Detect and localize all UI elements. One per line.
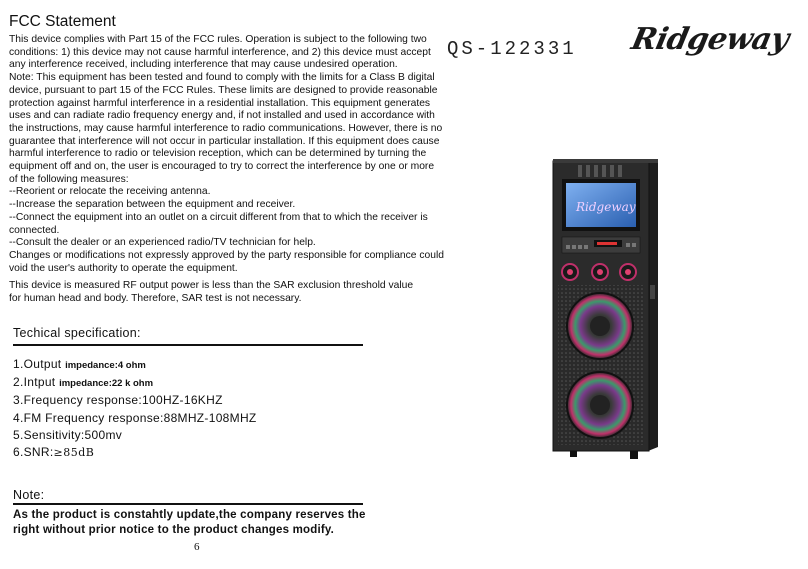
page-number: 6 — [194, 541, 200, 553]
fcc-line: Changes or modifications not expressly approved by the party responsible for compliance could — [9, 249, 444, 261]
fcc-line: Note: This equipment has been tested and found to comply with the limits for a Class B digital — [9, 72, 435, 84]
fcc-line: --Connect the equipment into an outlet on a circuit different from that to which the receiver is — [9, 211, 428, 223]
fcc-line: --Consult the dealer or an experienced radio/TV technician for help. — [9, 237, 316, 249]
note-divider — [13, 503, 363, 505]
note-line: As the product is constahtly update,the company reserves the — [13, 509, 366, 521]
fcc-line: This device complies with Part 15 of the FCC rules. Operation is subject to the following two — [9, 34, 427, 45]
fcc-line: protection against harmful interference in a residential installation. This equipment generates — [9, 97, 431, 109]
fcc-line: uses and can radiate radio frequency energy and, if not installed and used in accordance with — [9, 110, 435, 122]
spec-fm: 4.FM Frequency response:88MHZ-108MHZ — [13, 410, 257, 425]
speaker-product-image — [548, 155, 668, 465]
spec-snr — [13, 444, 257, 461]
foot-left — [570, 451, 577, 457]
model-number: QS-122331 — [447, 38, 577, 60]
lower-woofer-cap — [590, 395, 610, 415]
spec-list — [13, 356, 257, 461]
fcc-line: --Increase the separation between the equipment and receiver. — [9, 199, 296, 211]
fcc-line: connected. — [9, 224, 60, 236]
side-handle — [650, 285, 655, 299]
fcc-line: any interference received, including interference that may cause undesired operation. — [9, 59, 398, 71]
spec-frequency: 3.Frequency response:100HZ-16KHZ — [13, 393, 223, 408]
fcc-line: void the user's authority to operate the equipment. — [9, 262, 238, 274]
note-line: right without prior notice to the product changes modify. — [13, 523, 335, 536]
brand-logo: Ridgeway — [628, 22, 792, 57]
fcc-statement-title: FCC Statement — [9, 13, 116, 30]
note-title: Note: — [13, 488, 45, 502]
fcc-line: equipment off and on, the user is encouraged to try to correct the interference by one or more — [9, 161, 435, 173]
spec-output-label: 1.Output — [13, 357, 66, 371]
fcc-line: harmful interference to radio or television reception, which can be determined by turning the — [9, 148, 427, 160]
cabinet-top — [553, 159, 658, 163]
upper-woofer-cap — [590, 316, 610, 336]
tweeters — [562, 264, 636, 280]
display-digits — [597, 242, 617, 245]
sar-statement — [9, 280, 413, 305]
spec-input — [13, 374, 257, 392]
spec-sensitivity: 5.Sensitivity:500mv — [13, 427, 123, 442]
spec-output — [13, 356, 257, 374]
sar-line: This device is measured RF output power is less than the SAR exclusion threshold value — [9, 280, 414, 291]
fcc-line: conditions: 1) this device may not cause harmful interference, and 2) this device must accept — [9, 46, 431, 58]
fcc-line: --Reorient or relocate the receiving antenna. — [9, 186, 211, 198]
fcc-line: the instructions, may cause harmful interference to radio communications. However, there is no — [9, 122, 443, 134]
fcc-statement-body — [9, 34, 444, 275]
sar-line: for human head and body. Therefore, SAR test is not necessary. — [9, 292, 302, 304]
spec-input-label: 2.Intput — [13, 375, 60, 390]
fcc-line: device, pursuant to part 15 of the FCC Rules. These limits are designed to provide reasonable — [9, 84, 438, 96]
spec-snr-label: 6.SNR: — [13, 445, 54, 460]
spec-output-value: impedance:4 ohm — [65, 360, 146, 371]
fcc-line: of the following measures: — [9, 173, 129, 185]
note-body — [13, 508, 366, 537]
spec-divider — [13, 344, 363, 346]
spec-title: Techical specification: — [13, 326, 141, 340]
wheel-right — [630, 451, 638, 459]
screen-logo-text: Ridgeway — [576, 200, 636, 214]
spec-snr-value: ≥85dB — [53, 446, 95, 460]
fcc-line: guarantee that interference will not occur in particular installation. If this equipment does cause — [9, 135, 440, 147]
spec-input-value: impedance:22 k ohm — [59, 378, 154, 390]
